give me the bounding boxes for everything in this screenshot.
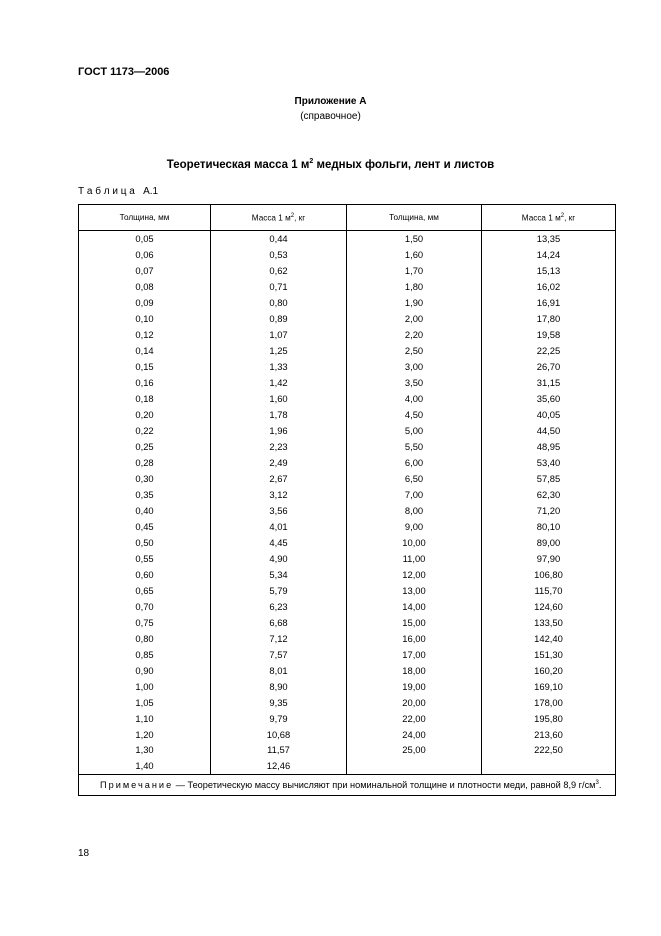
cell-thickness-2: 3,00 [347,359,482,375]
cell-mass-1: 1,25 [211,343,347,359]
cell-thickness-2: 20,00 [347,694,482,710]
cell-mass-2: 31,15 [482,375,616,391]
cell-mass-2: 16,91 [482,295,616,311]
cell-mass-2: 35,60 [482,391,616,407]
table-note-row [79,774,616,795]
cell-thickness-2: 13,00 [347,582,482,598]
table-row [79,311,616,327]
appendix-title: Приложение А [294,96,367,107]
col-header-mass-2 [482,205,616,231]
cell-mass-1: 1,07 [211,327,347,343]
cell-thickness-1: 1,05 [79,694,211,710]
cell-thickness-2: 1,80 [347,279,482,295]
cell-mass-2: 160,20 [482,662,616,678]
table-row [79,407,616,423]
cell-thickness-1: 0,45 [79,518,211,534]
cell-mass-2: 89,00 [482,534,616,550]
table-row [79,742,616,758]
cell-mass-1: 5,34 [211,566,347,582]
cell-mass-2: 13,35 [482,231,616,247]
cell-thickness-1: 0,14 [79,343,211,359]
col-header-mass-2-text: Масса 1 м [521,213,561,223]
table-row [79,646,616,662]
cell-thickness-1: 1,30 [79,742,211,758]
mass-table [78,204,616,796]
cell-mass-2: 48,95 [482,439,616,455]
cell-thickness-2: 25,00 [347,742,482,758]
table-row [79,582,616,598]
cell-mass-2: 57,85 [482,471,616,487]
table-row [79,614,616,630]
col-header-thickness-2: Толщина, мм [347,205,482,231]
table-row [79,359,616,375]
cell-mass-1: 8,01 [211,662,347,678]
note-text: — Теоретическую массу вычисляют при номинальной толщине и плотности меди, равной 8,9 г/см [173,780,596,790]
cell-thickness-1: 0,16 [79,375,211,391]
cell-mass-2: 106,80 [482,566,616,582]
cell-thickness-2: 1,50 [347,231,482,247]
cell-mass-2: 17,80 [482,311,616,327]
cell-mass-2: 19,58 [482,327,616,343]
cell-thickness-2: 16,00 [347,630,482,646]
table-row [79,423,616,439]
table-row [79,487,616,503]
cell-thickness-2: 12,00 [347,566,482,582]
table-row [79,231,616,247]
cell-thickness-1: 0,09 [79,295,211,311]
table-note [79,774,616,795]
cell-mass-1: 9,35 [211,694,347,710]
col-header-mass-2-unit: , кг [564,213,576,223]
cell-thickness-2: 24,00 [347,726,482,742]
cell-mass-1: 9,79 [211,710,347,726]
cell-mass-1: 2,67 [211,471,347,487]
cell-thickness-2: 6,00 [347,455,482,471]
cell-thickness-2: 8,00 [347,502,482,518]
table-row [79,391,616,407]
table-row [79,375,616,391]
cell-thickness-2: 9,00 [347,518,482,534]
cell-mass-2: 115,70 [482,582,616,598]
page-number: 18 [78,848,90,859]
heading-text-end: медных фольги, лент и листов [313,158,495,171]
table-row [79,534,616,550]
cell-mass-1: 0,89 [211,311,347,327]
cell-thickness-2: 5,00 [347,423,482,439]
cell-mass-1: 4,01 [211,518,347,534]
note-superscript: 3 [595,779,599,786]
cell-mass-2: 213,60 [482,726,616,742]
cell-thickness-1: 0,30 [79,471,211,487]
cell-thickness-2: 1,60 [347,247,482,263]
document-code: ГОСТ 1173—2006 [78,66,170,78]
table-row [79,455,616,471]
cell-thickness-2 [347,758,482,774]
cell-mass-2: 169,10 [482,678,616,694]
cell-mass-2: 80,10 [482,518,616,534]
cell-thickness-1: 0,22 [79,423,211,439]
cell-mass-2 [482,758,616,774]
cell-thickness-1: 0,15 [79,359,211,375]
cell-mass-1: 3,56 [211,502,347,518]
cell-mass-2: 14,24 [482,247,616,263]
cell-thickness-2: 2,00 [347,311,482,327]
cell-thickness-1: 0,18 [79,391,211,407]
cell-thickness-1: 0,85 [79,646,211,662]
cell-mass-2: 15,13 [482,263,616,279]
cell-thickness-1: 0,55 [79,550,211,566]
cell-mass-1: 6,68 [211,614,347,630]
table-row [79,343,616,359]
cell-mass-1: 3,12 [211,487,347,503]
cell-thickness-1: 0,10 [79,311,211,327]
cell-thickness-2: 2,50 [347,343,482,359]
cell-thickness-1: 1,10 [79,710,211,726]
table-row [79,439,616,455]
col-header-thickness-1: Толщина, мм [79,205,211,231]
cell-thickness-2: 1,90 [347,295,482,311]
cell-mass-2: 124,60 [482,598,616,614]
heading-text-start: Теоретическая масса 1 м [166,158,310,171]
cell-thickness-2: 4,50 [347,407,482,423]
table-row [79,566,616,582]
cell-mass-2: 133,50 [482,614,616,630]
table-row [79,678,616,694]
cell-thickness-2: 17,00 [347,646,482,662]
cell-mass-2: 178,00 [482,694,616,710]
cell-mass-2: 16,02 [482,279,616,295]
cell-thickness-2: 7,00 [347,487,482,503]
cell-thickness-1: 0,12 [79,327,211,343]
table-row [79,694,616,710]
cell-thickness-2: 11,00 [347,550,482,566]
table-row [79,502,616,518]
cell-mass-1: 0,80 [211,295,347,311]
cell-mass-1: 7,12 [211,630,347,646]
appendix-subtitle: (справочное) [300,111,361,122]
col-header-mass-1-unit: , кг [294,213,306,223]
table-row [79,630,616,646]
cell-mass-1: 11,57 [211,742,347,758]
cell-thickness-1: 0,20 [79,407,211,423]
cell-mass-1: 6,23 [211,598,347,614]
cell-thickness-2: 6,50 [347,471,482,487]
cell-thickness-1: 0,05 [79,231,211,247]
cell-mass-1: 2,23 [211,439,347,455]
cell-thickness-2: 15,00 [347,614,482,630]
col-header-mass-1-text: Масса 1 м [251,213,291,223]
cell-mass-1: 0,71 [211,279,347,295]
table-row [79,295,616,311]
table-row [79,550,616,566]
table-row [79,726,616,742]
cell-thickness-2: 14,00 [347,598,482,614]
col-header-mass-1 [211,205,347,231]
table-row [79,327,616,343]
cell-thickness-1: 0,80 [79,630,211,646]
cell-thickness-1: 0,25 [79,439,211,455]
cell-mass-2: 142,40 [482,630,616,646]
cell-mass-2: 97,90 [482,550,616,566]
cell-thickness-1: 0,75 [79,614,211,630]
cell-mass-1: 2,49 [211,455,347,471]
cell-mass-2: 26,70 [482,359,616,375]
cell-mass-1: 0,62 [211,263,347,279]
cell-thickness-2: 3,50 [347,375,482,391]
cell-mass-2: 195,80 [482,710,616,726]
cell-mass-1: 0,53 [211,247,347,263]
cell-mass-1: 1,33 [211,359,347,375]
cell-thickness-1: 0,06 [79,247,211,263]
cell-thickness-2: 18,00 [347,662,482,678]
cell-thickness-1: 0,07 [79,263,211,279]
cell-mass-1: 1,42 [211,375,347,391]
cell-thickness-2: 10,00 [347,534,482,550]
cell-mass-2: 53,40 [482,455,616,471]
cell-thickness-2: 2,20 [347,327,482,343]
cell-mass-1: 7,57 [211,646,347,662]
col-header-mass-1-sup: 2 [290,212,295,219]
cell-mass-1: 0,44 [211,231,347,247]
col-header-mass-2-sup: 2 [560,212,565,219]
cell-thickness-1: 1,20 [79,726,211,742]
cell-mass-1: 4,90 [211,550,347,566]
note-lead: Примечание [100,780,174,790]
cell-thickness-1: 0,40 [79,502,211,518]
cell-thickness-1: 1,40 [79,758,211,774]
cell-mass-1: 1,96 [211,423,347,439]
cell-mass-2: 40,05 [482,407,616,423]
cell-mass-2: 222,50 [482,742,616,758]
table-heading [0,158,661,171]
cell-thickness-2: 22,00 [347,710,482,726]
cell-mass-2: 151,30 [482,646,616,662]
cell-mass-1: 5,79 [211,582,347,598]
table-row [79,710,616,726]
table-row [79,518,616,534]
table-row [79,247,616,263]
cell-mass-1: 12,46 [211,758,347,774]
cell-thickness-1: 0,70 [79,598,211,614]
cell-thickness-1: 0,90 [79,662,211,678]
table-row [79,471,616,487]
cell-mass-1: 1,78 [211,407,347,423]
table-row [79,598,616,614]
cell-mass-1: 8,90 [211,678,347,694]
cell-mass-2: 62,30 [482,487,616,503]
table-header-row [79,205,616,231]
cell-thickness-1: 0,65 [79,582,211,598]
table-row [79,758,616,774]
note-end: . [598,780,602,790]
table-row [79,279,616,295]
heading-superscript: 2 [309,158,314,165]
cell-thickness-1: 1,00 [79,678,211,694]
cell-thickness-1: 0,50 [79,534,211,550]
cell-mass-2: 44,50 [482,423,616,439]
cell-thickness-2: 1,70 [347,263,482,279]
table-row [79,263,616,279]
cell-thickness-1: 0,28 [79,455,211,471]
cell-thickness-2: 19,00 [347,678,482,694]
table-row [79,662,616,678]
cell-thickness-2: 4,00 [347,391,482,407]
cell-mass-1: 10,68 [211,726,347,742]
table-label: Т а б л и ц а А.1 [78,186,159,197]
cell-mass-2: 22,25 [482,343,616,359]
cell-thickness-1: 0,35 [79,487,211,503]
cell-mass-1: 1,60 [211,391,347,407]
cell-thickness-1: 0,08 [79,279,211,295]
cell-thickness-1: 0,60 [79,566,211,582]
cell-mass-2: 71,20 [482,502,616,518]
cell-thickness-2: 5,50 [347,439,482,455]
cell-mass-1: 4,45 [211,534,347,550]
